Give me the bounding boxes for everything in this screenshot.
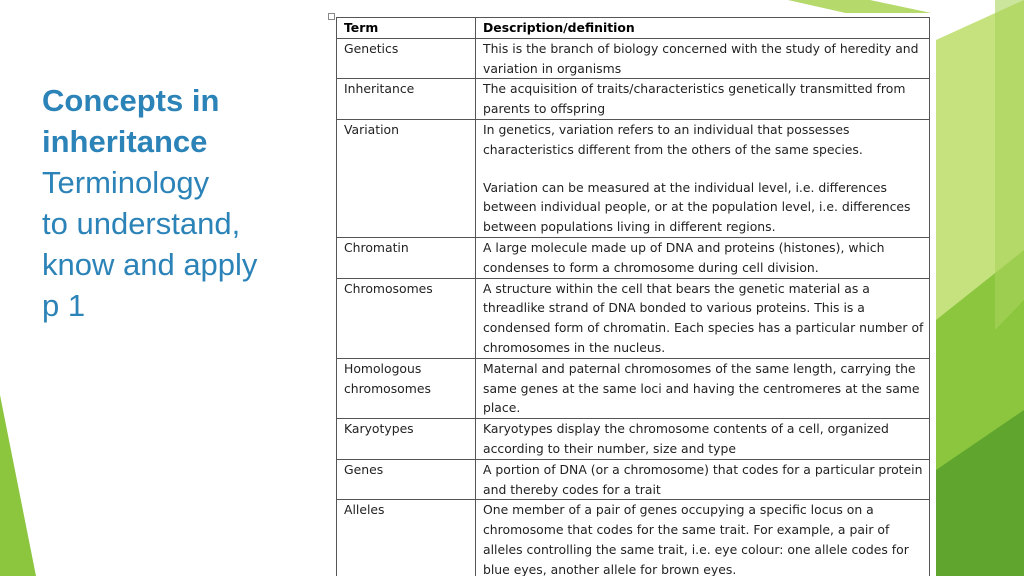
- terminology-table: [336, 17, 930, 576]
- definition-cell: A large molecule made up of DNA and proteins (histones), which condenses to form a chromosome during cell division.: [476, 237, 930, 278]
- subtitle-line-1: Terminology: [42, 165, 210, 200]
- term-cell: Karyotypes: [337, 419, 476, 460]
- paragraph-gap: [483, 160, 925, 178]
- definition-cell: [476, 119, 930, 237]
- definition-paragraph-1: In genetics, variation refers to an individual that possesses characteristics different from the others of the same species.: [483, 121, 863, 157]
- term-cell: Chromosomes: [337, 278, 476, 358]
- slide-title: [42, 80, 312, 326]
- table-row: [337, 500, 930, 576]
- table-row: [337, 419, 930, 460]
- subtitle-line-2: to understand,: [42, 206, 241, 241]
- definition-paragraph-2: Variation can be measured at the individual level, i.e. differences between individual people, or at the population level, i.e. differences between populations living in different regions.: [483, 179, 911, 235]
- table-row: [337, 79, 930, 120]
- right-accent-faint: [995, 0, 1024, 330]
- table-row: [337, 459, 930, 500]
- title-line-2: inheritance: [42, 124, 208, 159]
- definition-cell: This is the branch of biology concerned with the study of heredity and variation in organisms: [476, 38, 930, 79]
- term-cell: Variation: [337, 119, 476, 237]
- definition-cell: Karyotypes display the chromosome contents of a cell, organized according to their number, size and type: [476, 419, 930, 460]
- definition-cell: A structure within the cell that bears the genetic material as a threadlike strand of DNA bonded to various proteins. This is a condensed form of chromatin. Each species has a particular number of chromosomes in the nucleus.: [476, 278, 930, 358]
- definition-cell: One member of a pair of genes occupying a specific locus on a chromosome that codes for the same trait. For example, a pair of alleles controlling the same trait, i.e. eye colour: one allele codes for blue eyes, another allele for brown eyes.: [476, 500, 930, 576]
- terminology-table-image[interactable]: [336, 13, 936, 576]
- term-cell: Genetics: [337, 38, 476, 79]
- subtitle-line-4: p 1: [42, 288, 86, 323]
- header-definition: Description/definition: [476, 18, 930, 39]
- subtitle-line-3: know and apply: [42, 247, 258, 282]
- title-line-1: Concepts in: [42, 83, 220, 118]
- table-header-row: [337, 18, 930, 39]
- definition-cell: The acquisition of traits/characteristics genetically transmitted from parents to offspring: [476, 79, 930, 120]
- header-term: Term: [337, 18, 476, 39]
- definition-cell: A portion of DNA (or a chromosome) that codes for a particular protein and thereby codes for a trait: [476, 459, 930, 500]
- term-cell: Inheritance: [337, 79, 476, 120]
- table-row: [337, 38, 930, 79]
- term-cell: Homologous chromosomes: [337, 358, 476, 418]
- term-cell: Genes: [337, 459, 476, 500]
- left-accent-triangle: [0, 395, 36, 576]
- term-cell: Alleles: [337, 500, 476, 576]
- term-cell: Chromatin: [337, 237, 476, 278]
- table-row: [337, 119, 930, 237]
- table-row: [337, 237, 930, 278]
- table-row: [337, 358, 930, 418]
- top-right-accent: [788, 0, 936, 14]
- definition-cell: Maternal and paternal chromosomes of the same length, carrying the same genes at the same loci and having the centromeres at the same place.: [476, 358, 930, 418]
- image-resize-handle[interactable]: [328, 13, 335, 20]
- table-row: [337, 278, 930, 358]
